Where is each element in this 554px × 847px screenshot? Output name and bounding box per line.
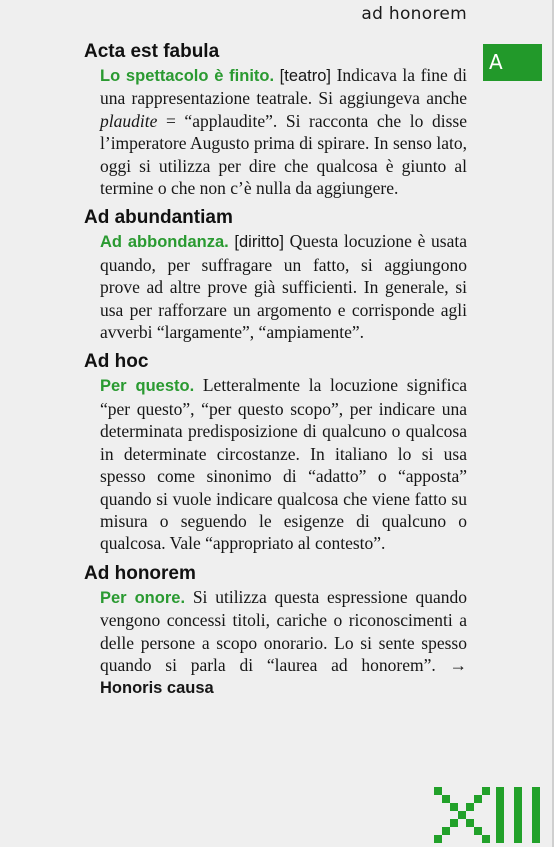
headword: Ad honorem bbox=[84, 562, 196, 584]
translation: Ad abbondanza. bbox=[100, 233, 229, 252]
entry-body bbox=[84, 374, 467, 554]
entry-ad-honorem bbox=[84, 562, 467, 700]
thumb-index-letter: A bbox=[489, 50, 503, 74]
entry-ad-hoc bbox=[84, 350, 467, 554]
page-number-xiii bbox=[434, 787, 544, 843]
definition-text: Letteralmente la locuzione significa “per questo”, “per questo scopo”, per indicare una determinata predisposizione di qualcuno o qualcosa in determinate circostanze. In italiano lo si usa spesso come sinonimo di “adatto” o “apposta” quando si vuole indicare qualcosa che viene fatto su misura o seguendo le esigenze di qualcuno o qualcosa. Vale “appropriato al contesto”. bbox=[100, 375, 467, 554]
entry-list bbox=[84, 40, 467, 707]
entry-body bbox=[84, 230, 467, 343]
cross-reference-link[interactable]: Honoris causa bbox=[100, 679, 214, 698]
definition-text: Questa locuzione è usata quando, per suffragare un fatto, si aggiungono prove ad altre prove già sufficienti. In generale, si usa per rafforzare un argomento e corrisponde agli avverbi “largamente”, “ampiamente”. bbox=[100, 231, 467, 343]
italic-term: plaudite bbox=[100, 110, 158, 131]
definition-text: Indicava la fine di una rappresentazione teatrale. Si aggiungeva anche bbox=[100, 65, 467, 109]
headword: Ad hoc bbox=[84, 351, 149, 373]
page-number-glyphs bbox=[434, 787, 540, 843]
running-head: ad honorem bbox=[361, 4, 467, 24]
thumb-index-tab[interactable] bbox=[483, 44, 542, 81]
cross-reference-arrow-icon: → bbox=[449, 654, 467, 675]
translation: Lo spettacolo è finito. bbox=[100, 67, 275, 85]
domain-label: [teatro] bbox=[279, 67, 332, 85]
headword: Acta est fabula bbox=[84, 41, 220, 62]
translation: Per questo. bbox=[100, 377, 195, 396]
definition-text: Si utilizza questa espressione quando vengono concessi titoli, cariche o riconoscimenti a delle persone a scopo onorario. Lo si sente spesso quando si parla di “laurea ad honorem”. bbox=[100, 586, 467, 675]
translation: Per onore. bbox=[100, 588, 186, 607]
definition-text: = “applaudite”. Si racconta che lo disse l’imperatore Augusto prima di spirare. In senso lato, oggi si utilizza per dire che qualcosa è giunto al termine o che non c’è nulla da aggiungere. bbox=[100, 110, 467, 199]
entry-acta-est-fabula bbox=[84, 40, 467, 199]
entry-ad-abundantiam bbox=[84, 206, 467, 343]
entry-body bbox=[84, 586, 467, 700]
domain-label: [diritto] bbox=[234, 233, 284, 252]
entry-body bbox=[84, 64, 467, 199]
headword: Ad abundantiam bbox=[84, 207, 233, 229]
